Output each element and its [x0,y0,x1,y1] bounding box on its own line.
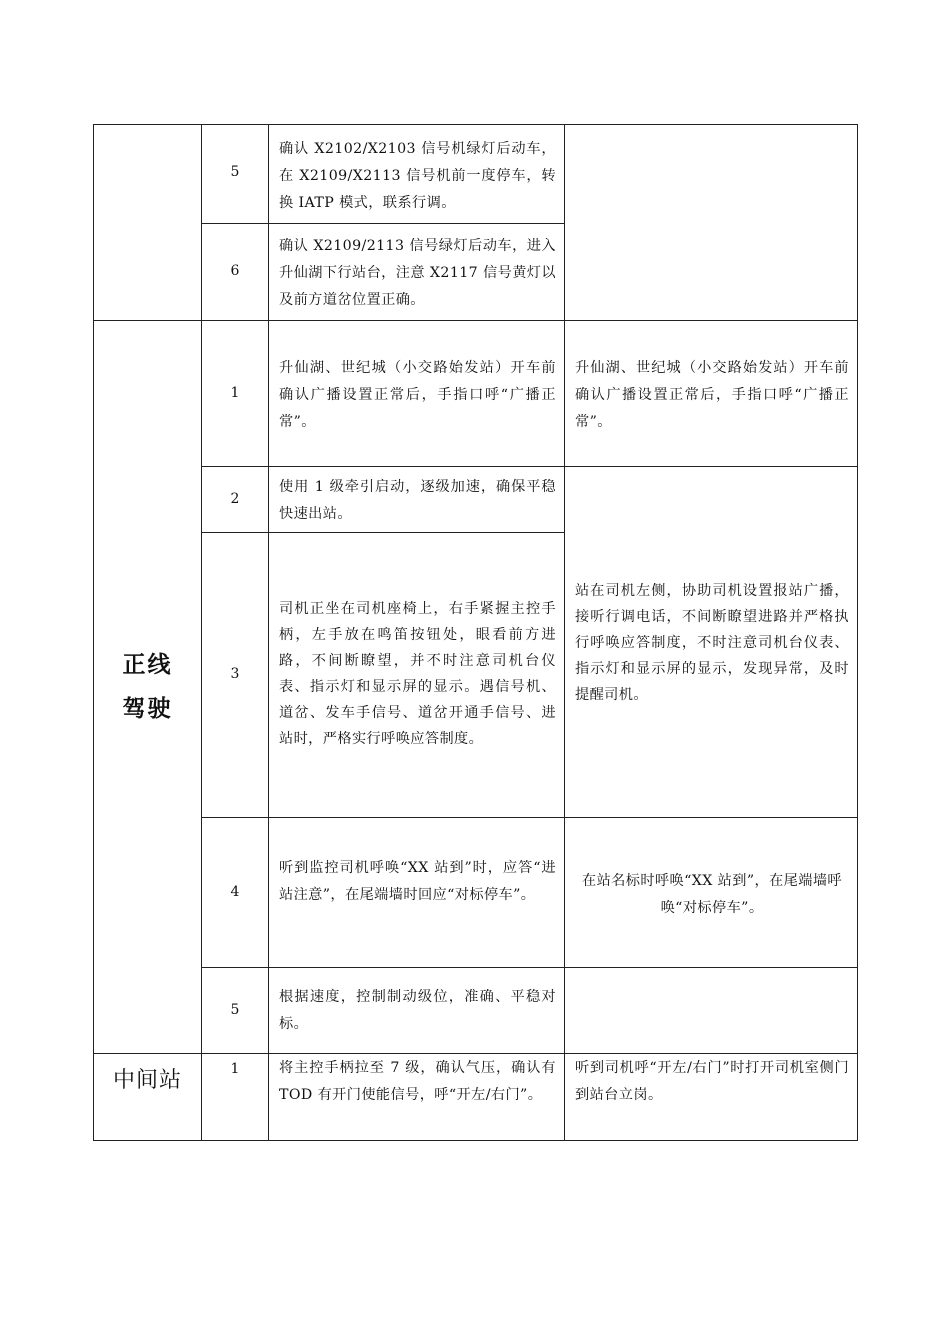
driver-action-text: 司机正坐在司机座椅上，右手紧握主控手柄，左手放在鸣笛按钮处，眼看前方进路，不间断瞭望，并不时注意司机台仪表、指示灯和显示屏的显示。遇信号机、道岔、发车手信号、道岔开通手信号、进站时，严格实行呼唤应答制度。 [279,601,556,747]
driver-action-cell [268,223,565,321]
table-row-number-cell [201,223,269,321]
driver-action-cell [268,124,565,224]
step-number: 2 [230,491,240,507]
driver-action-cell [268,320,565,467]
table-row-number-cell [201,532,269,818]
table-row-number-cell [201,1053,269,1141]
monitor-action-cell [564,124,858,321]
table-row-number-cell [201,320,269,467]
step-number: 5 [230,1002,240,1018]
step-number: 5 [230,164,240,180]
table-row-number-cell [201,466,269,533]
step-number: 6 [230,263,240,279]
driver-action-text: 根据速度，控制制动级位，准确、平稳对标。 [279,989,556,1032]
driver-action-text: 将主控手柄拉至 7 级，确认气压，确认有 TOD 有开门使能信号，呼“开左/右门”。 [279,1060,556,1103]
driver-action-cell [268,967,565,1054]
section-cell-continued [93,124,202,321]
monitor-action-cell [564,817,858,968]
driver-action-cell [268,817,565,968]
monitor-action-text: 升仙湖、世纪城（小交路始发站）开车前确认广播设置正常后，手指口呼“广播正常”。 [575,360,849,430]
monitor-action-cell [564,320,858,467]
driver-action-text: 升仙湖、世纪城（小交路始发站）开车前确认广播设置正常后，手指口呼“广播正常”。 [279,360,556,430]
table-row-number-cell [201,817,269,968]
step-number: 4 [230,884,240,900]
driver-action-text: 使用 1 级牵引启动，逐级加速，确保平稳快速出站。 [279,479,556,522]
monitor-action-cell [564,1053,858,1141]
driver-action-cell [268,532,565,818]
table-row-number-cell [201,967,269,1054]
section-label-line2: 驾驶 [122,696,173,722]
section-cell-mainline [93,320,202,1054]
step-number: 3 [230,666,240,682]
monitor-action-cell [564,967,858,1054]
step-number: 1 [230,385,240,401]
step-number: 1 [230,1061,240,1077]
driver-action-text: 听到监控司机呼唤“XX 站到”时，应答“进站注意”，在尾端墙时回应“对标停车”。 [279,860,556,903]
section-cell-midstation [93,1053,202,1141]
section-label-line1: 正线 [122,652,173,678]
driver-action-cell [268,1053,565,1141]
section-label-midstation: 中间站 [112,1068,182,1093]
monitor-action-text: 站在司机左侧，协助司机设置报站广播，接听行调电话，不间断瞭望进路并严格执行呼唤应答制度，不时注意司机台仪表、指示灯和显示屏的显示，发现异常，及时提醒司机。 [575,583,849,703]
driver-action-text: 确认 X2102/X2103 信号机绿灯后动车，在 X2109/X2113 信号机前一度停车，转换 IATP 模式，联系行调。 [279,141,556,211]
monitor-action-text: 听到司机呼“开左/右门”时打开司机室侧门到站台立岗。 [575,1060,849,1103]
section-label-mainline [94,643,201,731]
monitor-action-text: 在站名标时呼唤“XX 站到”，在尾端墙呼唤“对标停车”。 [581,873,843,916]
table-row-number-cell [201,124,269,224]
monitor-action-cell [564,466,858,818]
driver-action-text: 确认 X2109/2113 信号绿灯后动车，进入升仙湖下行站台，注意 X2117 信号黄灯以及前方道岔位置正确。 [279,238,556,308]
driver-action-cell [268,466,565,533]
